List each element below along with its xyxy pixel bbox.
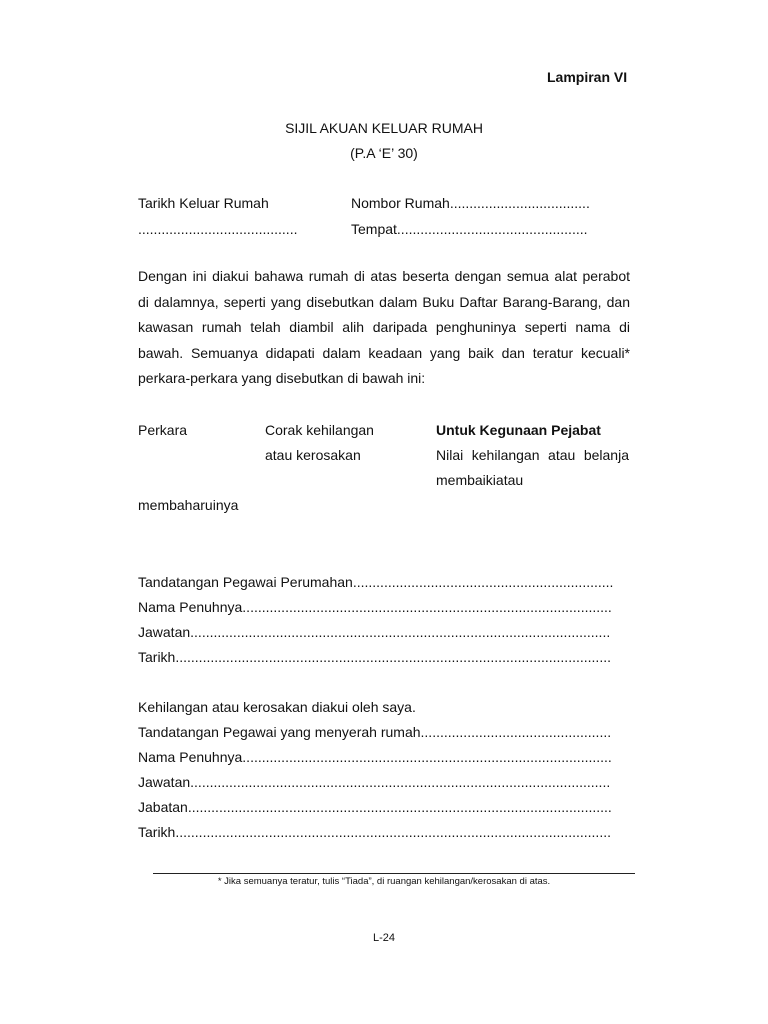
- table-header-cost-line3: membaharuinya: [138, 497, 239, 513]
- place-field: Tempat.................................................: [351, 221, 588, 237]
- form-code: (P.A ‘E’ 30): [350, 145, 418, 161]
- footnote: * Jika semuanya teratur, tulis “Tiada”, di ruangan kehilangan/kerosakan di atas.: [217, 876, 551, 887]
- page-number: L-24: [372, 932, 396, 944]
- declaration-line: Dengan ini diakui bahawa rumah di atas beserta dengan semua alat perabot: [138, 268, 630, 284]
- occupant-department-line: Jabatan.............................................................................................................: [138, 799, 612, 815]
- declaration-line: perkara-perkara yang disebutkan di bawah ini:: [138, 370, 426, 386]
- table-header-item: Perkara: [138, 422, 188, 438]
- annex-label: Lampiran VI: [547, 69, 628, 85]
- occupant-position-line: Jawatan............................................................................................................: [138, 774, 611, 790]
- table-header-cost-line1: Nilai kehilangan atau belanja: [436, 447, 629, 463]
- table-header-damage-line2: atau kerosakan: [265, 447, 361, 463]
- document-title: SIJIL AKUAN KELUAR RUMAH: [285, 120, 483, 136]
- acknowledgement-text: Kehilangan atau kerosakan diakui oleh saya.: [138, 699, 416, 715]
- declaration-paragraph: [138, 264, 630, 392]
- move-out-date-label: Tarikh Keluar Rumah: [138, 195, 269, 211]
- table-header-damage-line1: Corak kehilangan: [265, 422, 374, 438]
- declaration-line: kawasan rumah telah diambil alih daripada penghuninya seperti nama di: [138, 319, 630, 335]
- table-header-office-use: Untuk Kegunaan Pejabat: [436, 422, 601, 438]
- officer-signature-line: Tandatangan Pegawai Perumahan...................................................................: [138, 574, 614, 590]
- occupant-signature-line: Tandatangan Pegawai yang menyerah rumah.................................................: [138, 724, 612, 740]
- declaration-line: bawah. Semuanya didapati dalam keadaan yang baik dan teratur kecuali*: [138, 344, 630, 361]
- occupant-date-line: Tarikh................................................................................................................: [138, 824, 611, 840]
- declaration-line: di dalamnya, seperti yang disebutkan dalam Buku Daftar Barang-Barang, dan: [138, 293, 630, 310]
- move-out-date-field: .........................................: [138, 221, 298, 237]
- officer-position-line: Jawatan............................................................................................................: [138, 624, 611, 640]
- house-number-field: Nombor Rumah....................................: [351, 195, 590, 211]
- officer-date-line: Tarikh................................................................................................................: [138, 649, 611, 665]
- table-header-cost-line2: membaikiatau: [436, 472, 524, 488]
- occupant-full-name-line: Nama Penuhnya...............................................................................................: [138, 749, 612, 765]
- officer-full-name-line: Nama Penuhnya...............................................................................................: [138, 599, 612, 615]
- footnote-divider: [153, 873, 635, 874]
